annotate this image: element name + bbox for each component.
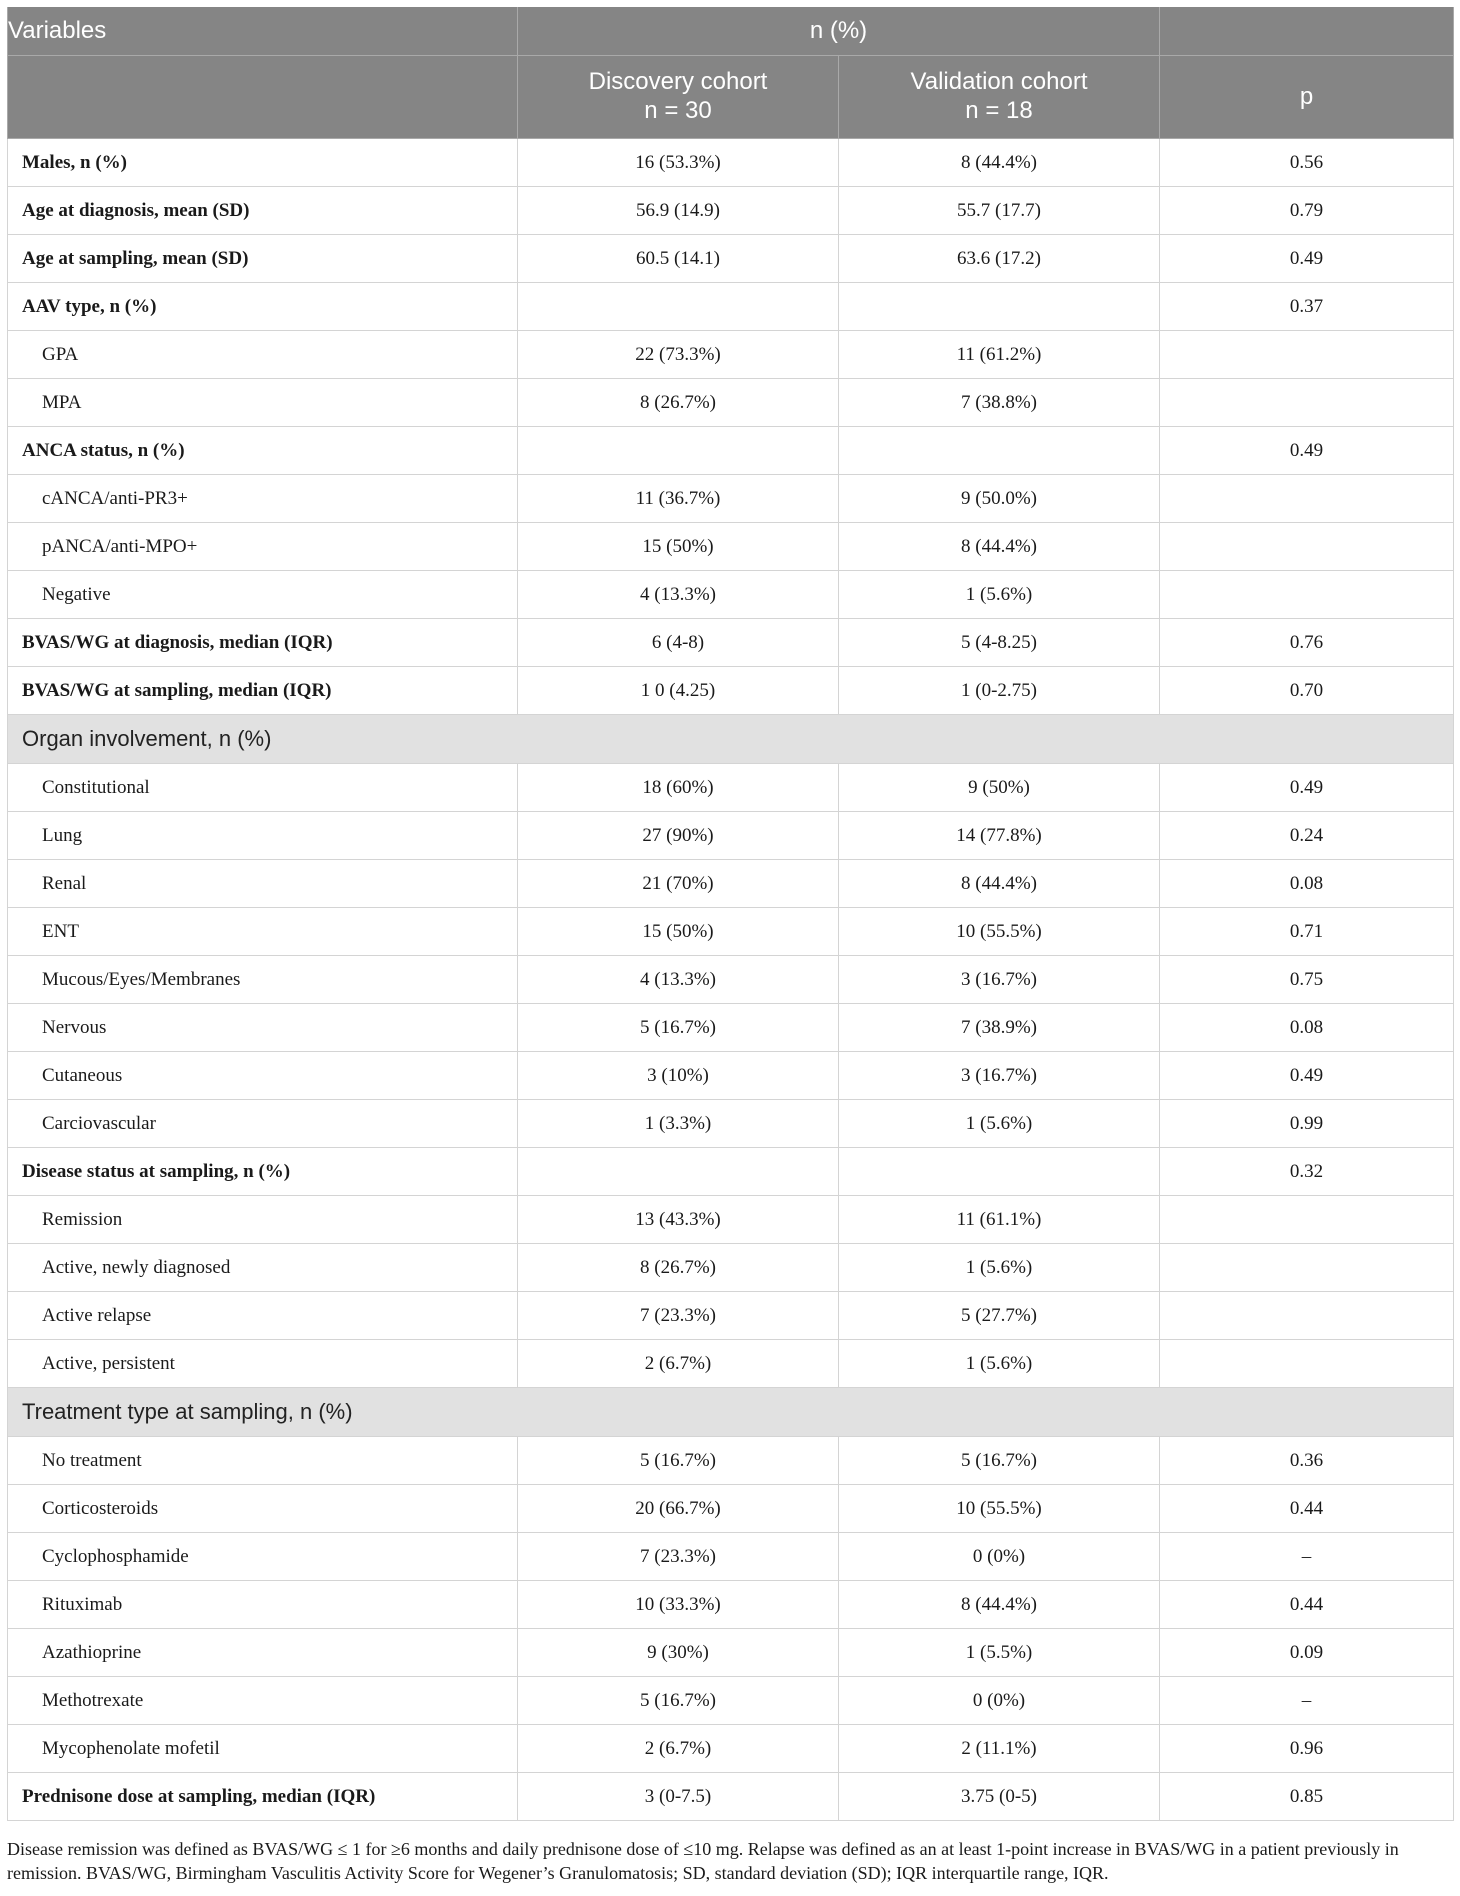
p-value-cell: 0.56 [1160,139,1454,187]
discovery-value-cell: 20 (66.7%) [518,1485,839,1533]
validation-value-cell: 5 (16.7%) [839,1437,1160,1485]
validation-value-cell: 1 (5.6%) [839,1244,1160,1292]
discovery-value-cell: 7 (23.3%) [518,1533,839,1581]
table-row [8,1196,1454,1244]
variable-cell: Remission [8,1196,518,1244]
table-row [8,667,1454,715]
p-value-cell: 0.08 [1160,860,1454,908]
variable-cell: Active relapse [8,1292,518,1340]
p-value-cell: 0.70 [1160,667,1454,715]
p-value-cell: 0.99 [1160,1100,1454,1148]
table-row [8,571,1454,619]
table-row [8,1004,1454,1052]
header-blank [8,56,518,139]
discovery-value-cell: 1 (3.3%) [518,1100,839,1148]
validation-value-cell: 0 (0%) [839,1533,1160,1581]
discovery-value-cell: 4 (13.3%) [518,956,839,1004]
p-value-cell [1160,1196,1454,1244]
discovery-value-cell [518,1148,839,1196]
p-value-cell: 0.85 [1160,1773,1454,1821]
discovery-value-cell: 9 (30%) [518,1629,839,1677]
validation-value-cell: 1 (5.5%) [839,1629,1160,1677]
variable-cell: Carciovascular [8,1100,518,1148]
p-value-cell: 0.49 [1160,235,1454,283]
discovery-value-cell: 27 (90%) [518,812,839,860]
validation-value-cell: 1 (5.6%) [839,1100,1160,1148]
header-row-top [8,7,1454,56]
discovery-cohort-title: Discovery cohort [588,68,768,96]
variable-cell: BVAS/WG at sampling, median (IQR) [8,667,518,715]
variable-cell: Disease status at sampling, n (%) [8,1148,518,1196]
table-row [8,1100,1454,1148]
discovery-value-cell: 5 (16.7%) [518,1004,839,1052]
validation-value-cell: 7 (38.8%) [839,379,1160,427]
p-value-cell: 0.75 [1160,956,1454,1004]
discovery-value-cell: 5 (16.7%) [518,1677,839,1725]
variable-cell: GPA [8,331,518,379]
p-value-cell [1160,331,1454,379]
variable-cell: Negative [8,571,518,619]
variable-cell: Lung [8,812,518,860]
p-value-cell [1160,379,1454,427]
variable-cell: Nervous [8,1004,518,1052]
variable-cell: Mucous/Eyes/Membranes [8,956,518,1004]
table-row [8,1485,1454,1533]
table-row [8,812,1454,860]
table-row [8,1437,1454,1485]
discovery-value-cell: 10 (33.3%) [518,1581,839,1629]
discovery-value-cell: 7 (23.3%) [518,1292,839,1340]
validation-value-cell: 3 (16.7%) [839,956,1160,1004]
validation-value-cell [839,283,1160,331]
table-row [8,1148,1454,1196]
discovery-value-cell: 4 (13.3%) [518,571,839,619]
variable-cell: Active, persistent [8,1340,518,1388]
discovery-value-cell: 15 (50%) [518,908,839,956]
variable-cell: AAV type, n (%) [8,283,518,331]
discovery-value-cell: 22 (73.3%) [518,331,839,379]
cohort-characteristics-table [7,7,1454,1821]
validation-value-cell: 63.6 (17.2) [839,235,1160,283]
discovery-value-cell: 1 0 (4.25) [518,667,839,715]
table-row [8,1292,1454,1340]
validation-value-cell: 14 (77.8%) [839,812,1160,860]
validation-value-cell: 3 (16.7%) [839,1052,1160,1100]
table-row [8,235,1454,283]
discovery-value-cell: 8 (26.7%) [518,379,839,427]
discovery-value-cell: 5 (16.7%) [518,1437,839,1485]
p-value-cell: 0.49 [1160,427,1454,475]
table-row [8,187,1454,235]
table-row [8,427,1454,475]
table-header [8,7,1454,139]
table-row [8,331,1454,379]
section-title: Organ involvement, n (%) [8,715,1454,764]
table-row [8,1533,1454,1581]
validation-value-cell: 8 (44.4%) [839,1581,1160,1629]
discovery-value-cell: 3 (0-7.5) [518,1773,839,1821]
validation-value-cell: 10 (55.5%) [839,1485,1160,1533]
table-row [8,1052,1454,1100]
p-value-cell [1160,523,1454,571]
validation-value-cell: 10 (55.5%) [839,908,1160,956]
table-row [8,1581,1454,1629]
discovery-value-cell: 15 (50%) [518,523,839,571]
discovery-cohort-n: n = 30 [644,97,712,124]
discovery-value-cell: 2 (6.7%) [518,1725,839,1773]
p-value-cell: 0.08 [1160,1004,1454,1052]
variable-cell: Age at diagnosis, mean (SD) [8,187,518,235]
variable-cell: BVAS/WG at diagnosis, median (IQR) [8,619,518,667]
discovery-value-cell: 16 (53.3%) [518,139,839,187]
variable-cell: Corticosteroids [8,1485,518,1533]
p-value-cell [1160,1244,1454,1292]
header-n-percent: n (%) [518,7,1160,56]
header-variables: Variables [8,7,518,56]
p-value-cell: 0.44 [1160,1581,1454,1629]
discovery-value-cell: 60.5 (14.1) [518,235,839,283]
validation-value-cell: 55.7 (17.7) [839,187,1160,235]
table-row [8,283,1454,331]
p-value-cell: 0.71 [1160,908,1454,956]
header-row-bottom [8,56,1454,139]
p-value-cell: 0.49 [1160,764,1454,812]
p-value-cell: 0.79 [1160,187,1454,235]
variable-cell: cANCA/anti-PR3+ [8,475,518,523]
variable-cell: Azathioprine [8,1629,518,1677]
validation-cohort-n: n = 18 [965,97,1033,124]
p-value-cell: 0.37 [1160,283,1454,331]
section-header-row [8,715,1454,764]
p-value-cell: 0.09 [1160,1629,1454,1677]
validation-value-cell: 3.75 (0-5) [839,1773,1160,1821]
variable-cell: Rituximab [8,1581,518,1629]
table-row [8,1629,1454,1677]
table-row [8,475,1454,523]
validation-value-cell: 5 (27.7%) [839,1292,1160,1340]
validation-value-cell: 9 (50%) [839,764,1160,812]
section-title: Treatment type at sampling, n (%) [8,1388,1454,1437]
variable-cell: Prednisone dose at sampling, median (IQR) [8,1773,518,1821]
table-row [8,1725,1454,1773]
header-discovery-cohort [518,56,839,139]
validation-value-cell: 7 (38.9%) [839,1004,1160,1052]
discovery-value-cell: 56.9 (14.9) [518,187,839,235]
p-value-cell: 0.44 [1160,1485,1454,1533]
discovery-value-cell: 2 (6.7%) [518,1340,839,1388]
variable-cell: Active, newly diagnosed [8,1244,518,1292]
table-row [8,956,1454,1004]
p-value-cell: 0.96 [1160,1725,1454,1773]
table-row [8,860,1454,908]
validation-value-cell: 8 (44.4%) [839,860,1160,908]
p-value-cell: 0.36 [1160,1437,1454,1485]
validation-value-cell: 8 (44.4%) [839,139,1160,187]
discovery-value-cell [518,427,839,475]
validation-value-cell: 2 (11.1%) [839,1725,1160,1773]
table-row [8,908,1454,956]
p-value-cell [1160,475,1454,523]
variable-cell: ENT [8,908,518,956]
discovery-value-cell [518,283,839,331]
variable-cell: MPA [8,379,518,427]
variable-cell: Constitutional [8,764,518,812]
p-value-cell [1160,1292,1454,1340]
p-value-cell [1160,1340,1454,1388]
validation-value-cell: 11 (61.2%) [839,331,1160,379]
discovery-value-cell: 6 (4-8) [518,619,839,667]
table-row [8,1340,1454,1388]
variable-cell: Cyclophosphamide [8,1533,518,1581]
table-row [8,1773,1454,1821]
variable-cell: Age at sampling, mean (SD) [8,235,518,283]
validation-value-cell: 1 (5.6%) [839,571,1160,619]
p-value-cell: – [1160,1677,1454,1725]
validation-value-cell: 11 (61.1%) [839,1196,1160,1244]
p-value-cell: 0.32 [1160,1148,1454,1196]
validation-value-cell: 1 (5.6%) [839,1340,1160,1388]
validation-value-cell: 1 (0-2.75) [839,667,1160,715]
p-value-cell: 0.24 [1160,812,1454,860]
variable-cell: Methotrexate [8,1677,518,1725]
table-body [8,139,1454,1821]
discovery-value-cell: 11 (36.7%) [518,475,839,523]
discovery-value-cell: 21 (70%) [518,860,839,908]
p-value-cell: 0.49 [1160,1052,1454,1100]
variable-cell: Renal [8,860,518,908]
data-table-container [7,7,1453,1821]
table-row [8,379,1454,427]
variable-cell: Cutaneous [8,1052,518,1100]
validation-value-cell [839,1148,1160,1196]
p-value-cell: 0.76 [1160,619,1454,667]
validation-cohort-title: Validation cohort [910,68,1088,96]
table-row [8,139,1454,187]
validation-value-cell: 0 (0%) [839,1677,1160,1725]
discovery-value-cell: 13 (43.3%) [518,1196,839,1244]
discovery-value-cell: 3 (10%) [518,1052,839,1100]
variable-cell: No treatment [8,1437,518,1485]
header-empty [1160,7,1454,56]
section-header-row [8,1388,1454,1437]
variable-cell: ANCA status, n (%) [8,427,518,475]
table-row [8,619,1454,667]
table-row [8,1244,1454,1292]
table-row [8,1677,1454,1725]
table-row [8,764,1454,812]
validation-value-cell: 9 (50.0%) [839,475,1160,523]
validation-value-cell: 8 (44.4%) [839,523,1160,571]
p-value-cell: – [1160,1533,1454,1581]
validation-value-cell: 5 (4-8.25) [839,619,1160,667]
table-footnote: Disease remission was defined as BVAS/WG ≤ 1 for ≥6 months and daily prednisone dose of ≤10 mg. Relapse was defined as an at least 1-point increase in BVAS/WG in a patient previously in remission. BVAS/WG, Birmingham Vasculitis Activity Score for Wegener’s Granulomatosis; SD, standard deviation (SD); IQR interquartile range, IQR. [7,1839,1399,1883]
header-p-value: p [1160,56,1454,139]
variable-cell: Mycophenolate mofetil [8,1725,518,1773]
header-validation-cohort [839,56,1160,139]
discovery-value-cell: 18 (60%) [518,764,839,812]
variable-cell: Males, n (%) [8,139,518,187]
p-value-cell [1160,571,1454,619]
discovery-value-cell: 8 (26.7%) [518,1244,839,1292]
table-row [8,523,1454,571]
variable-cell: pANCA/anti-MPO+ [8,523,518,571]
validation-value-cell [839,427,1160,475]
